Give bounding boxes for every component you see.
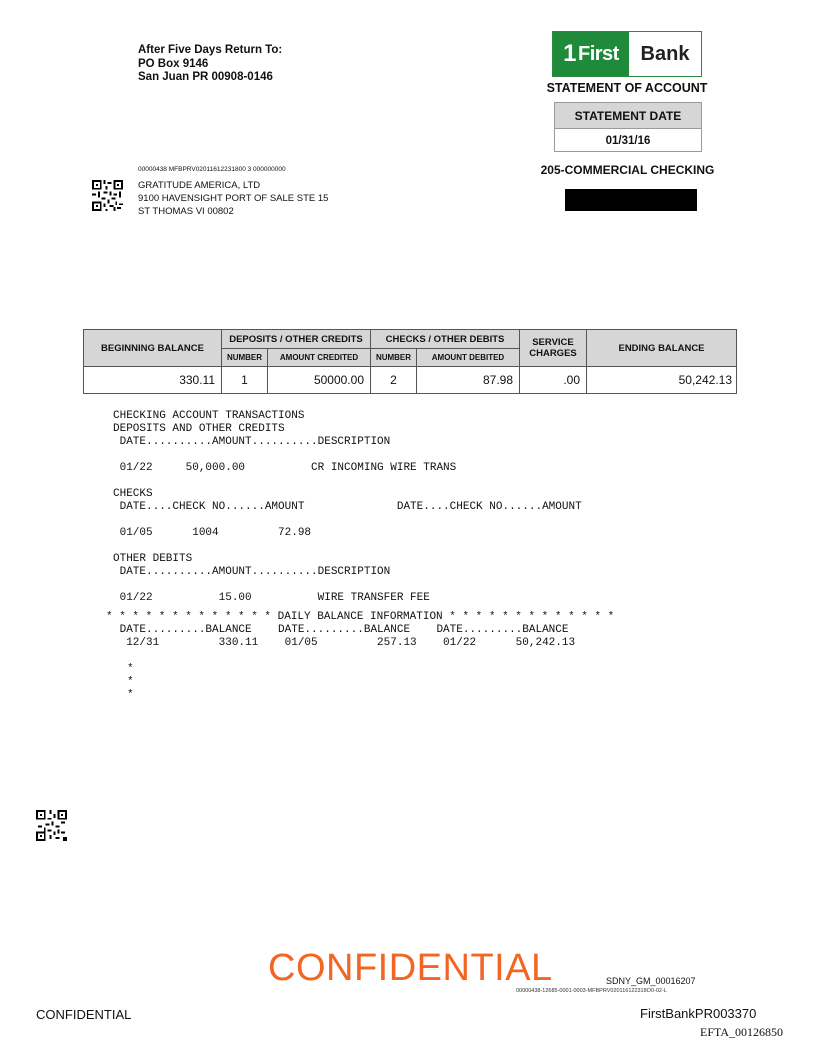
transactions-section <box>106 410 615 702</box>
deposits-header: DATE..........AMOUNT..........DESCRIPTION <box>113 436 391 448</box>
bates-number: SDNY_GM_00016207 <box>606 976 696 986</box>
header-amount-debited: AMOUNT DEBITED <box>417 349 520 367</box>
addressee <box>138 179 328 218</box>
section-title: CHECKING ACCOUNT TRANSACTIONS <box>113 410 305 422</box>
checks-number-value: 2 <box>371 367 417 394</box>
checks-title: CHECKS <box>113 488 153 500</box>
other-debits-title: OTHER DEBITS <box>113 553 193 565</box>
logo-numeral: 1 <box>563 40 576 67</box>
daily-balance-row: 12/31 330.11 01/05 257.13 01/22 50,242.13 <box>113 637 576 649</box>
end-mark: * <box>127 663 134 675</box>
firstbank-logo <box>552 31 702 77</box>
account-type: 205-COMMERCIAL CHECKING <box>540 163 715 177</box>
header-checks: CHECKS / OTHER DEBITS <box>371 330 520 349</box>
header-service-line2: CHARGES <box>529 348 577 359</box>
header-service-charges <box>520 330 587 367</box>
end-mark: * <box>127 689 134 701</box>
amount-debited-value: 87.98 <box>417 367 520 394</box>
checks-header: DATE....CHECK NO......AMOUNT DATE....CHECK NO......AMOUNT <box>113 501 582 513</box>
check-row: 01/05 1004 72.98 <box>113 527 312 539</box>
statement-title: STATEMENT OF ACCOUNT <box>546 81 708 95</box>
statement-date-box <box>554 102 702 152</box>
daily-balance-title: * * * * * * * * * * * * * DAILY BALANCE INFORMATION * * * * * * * * * * * * * <box>106 611 615 623</box>
addressee-city: ST THOMAS VI 00802 <box>138 206 234 217</box>
return-address-line: PO Box 9146 <box>138 57 209 70</box>
header-ending-balance: ENDING BALANCE <box>587 330 737 367</box>
end-mark: * <box>127 676 134 688</box>
deposits-title: DEPOSITS AND OTHER CREDITS <box>113 423 285 435</box>
service-charges-value: .00 <box>520 367 587 394</box>
addressee-street: 9100 HAVENSIGHT PORT OF SALE STE 15 <box>138 193 329 204</box>
logo-first-text: First <box>578 42 619 65</box>
redaction-bar <box>565 189 697 211</box>
addressee-name: GRATITUDE AMERICA, LTD <box>138 180 261 191</box>
return-address-line: After Five Days Return To: <box>138 44 283 56</box>
other-debits-header: DATE..........AMOUNT..........DESCRIPTION <box>113 566 391 578</box>
logo-first-block <box>553 32 629 76</box>
header-deposits: DEPOSITS / OTHER CREDITS <box>222 330 371 349</box>
logo-bank-text: Bank <box>629 32 701 76</box>
header-amount-credited: AMOUNT CREDITED <box>268 349 371 367</box>
header-service-line1: SERVICE <box>532 337 574 348</box>
return-address-line: San Juan PR 00908-0146 <box>138 71 273 83</box>
confidential-stamp: CONFIDENTIAL <box>268 947 553 989</box>
other-debit-row: 01/22 15.00 WIRE TRANSFER FEE <box>113 592 430 604</box>
beginning-balance-value: 330.11 <box>84 367 222 394</box>
return-address <box>138 44 282 85</box>
efta-number: EFTA_00126850 <box>700 1025 784 1039</box>
account-summary-table <box>83 329 737 394</box>
amount-credited-value: 50000.00 <box>268 367 371 394</box>
footer-confidential: CONFIDENTIAL <box>36 1007 132 1022</box>
qr-code-icon <box>92 180 123 211</box>
statement-date-value: 01/31/16 <box>605 135 651 147</box>
footer-bates: FirstBankPR003370 <box>640 1006 757 1021</box>
deposit-row: 01/22 50,000.00 CR INCOMING WIRE TRANS <box>113 462 457 474</box>
header-deposits-number: NUMBER <box>222 349 268 367</box>
statement-date-label: STATEMENT DATE <box>555 103 701 129</box>
stamp-code: 00000438-12685-0001-0003-MFBPRV020116122318O0-02-L <box>516 988 667 994</box>
mail-code: 00000438 MFBPRV02011612231800 3 000000000 <box>138 166 286 173</box>
header-beginning-balance: BEGINNING BALANCE <box>84 330 222 367</box>
header-checks-number: NUMBER <box>371 349 417 367</box>
daily-balance-header: DATE.........BALANCE DATE.........BALANCE DATE.........BALANCE <box>113 624 569 636</box>
ending-balance-value: 50,242.13 <box>587 367 737 394</box>
deposits-number-value: 1 <box>222 367 268 394</box>
qr-code-icon <box>36 810 67 841</box>
